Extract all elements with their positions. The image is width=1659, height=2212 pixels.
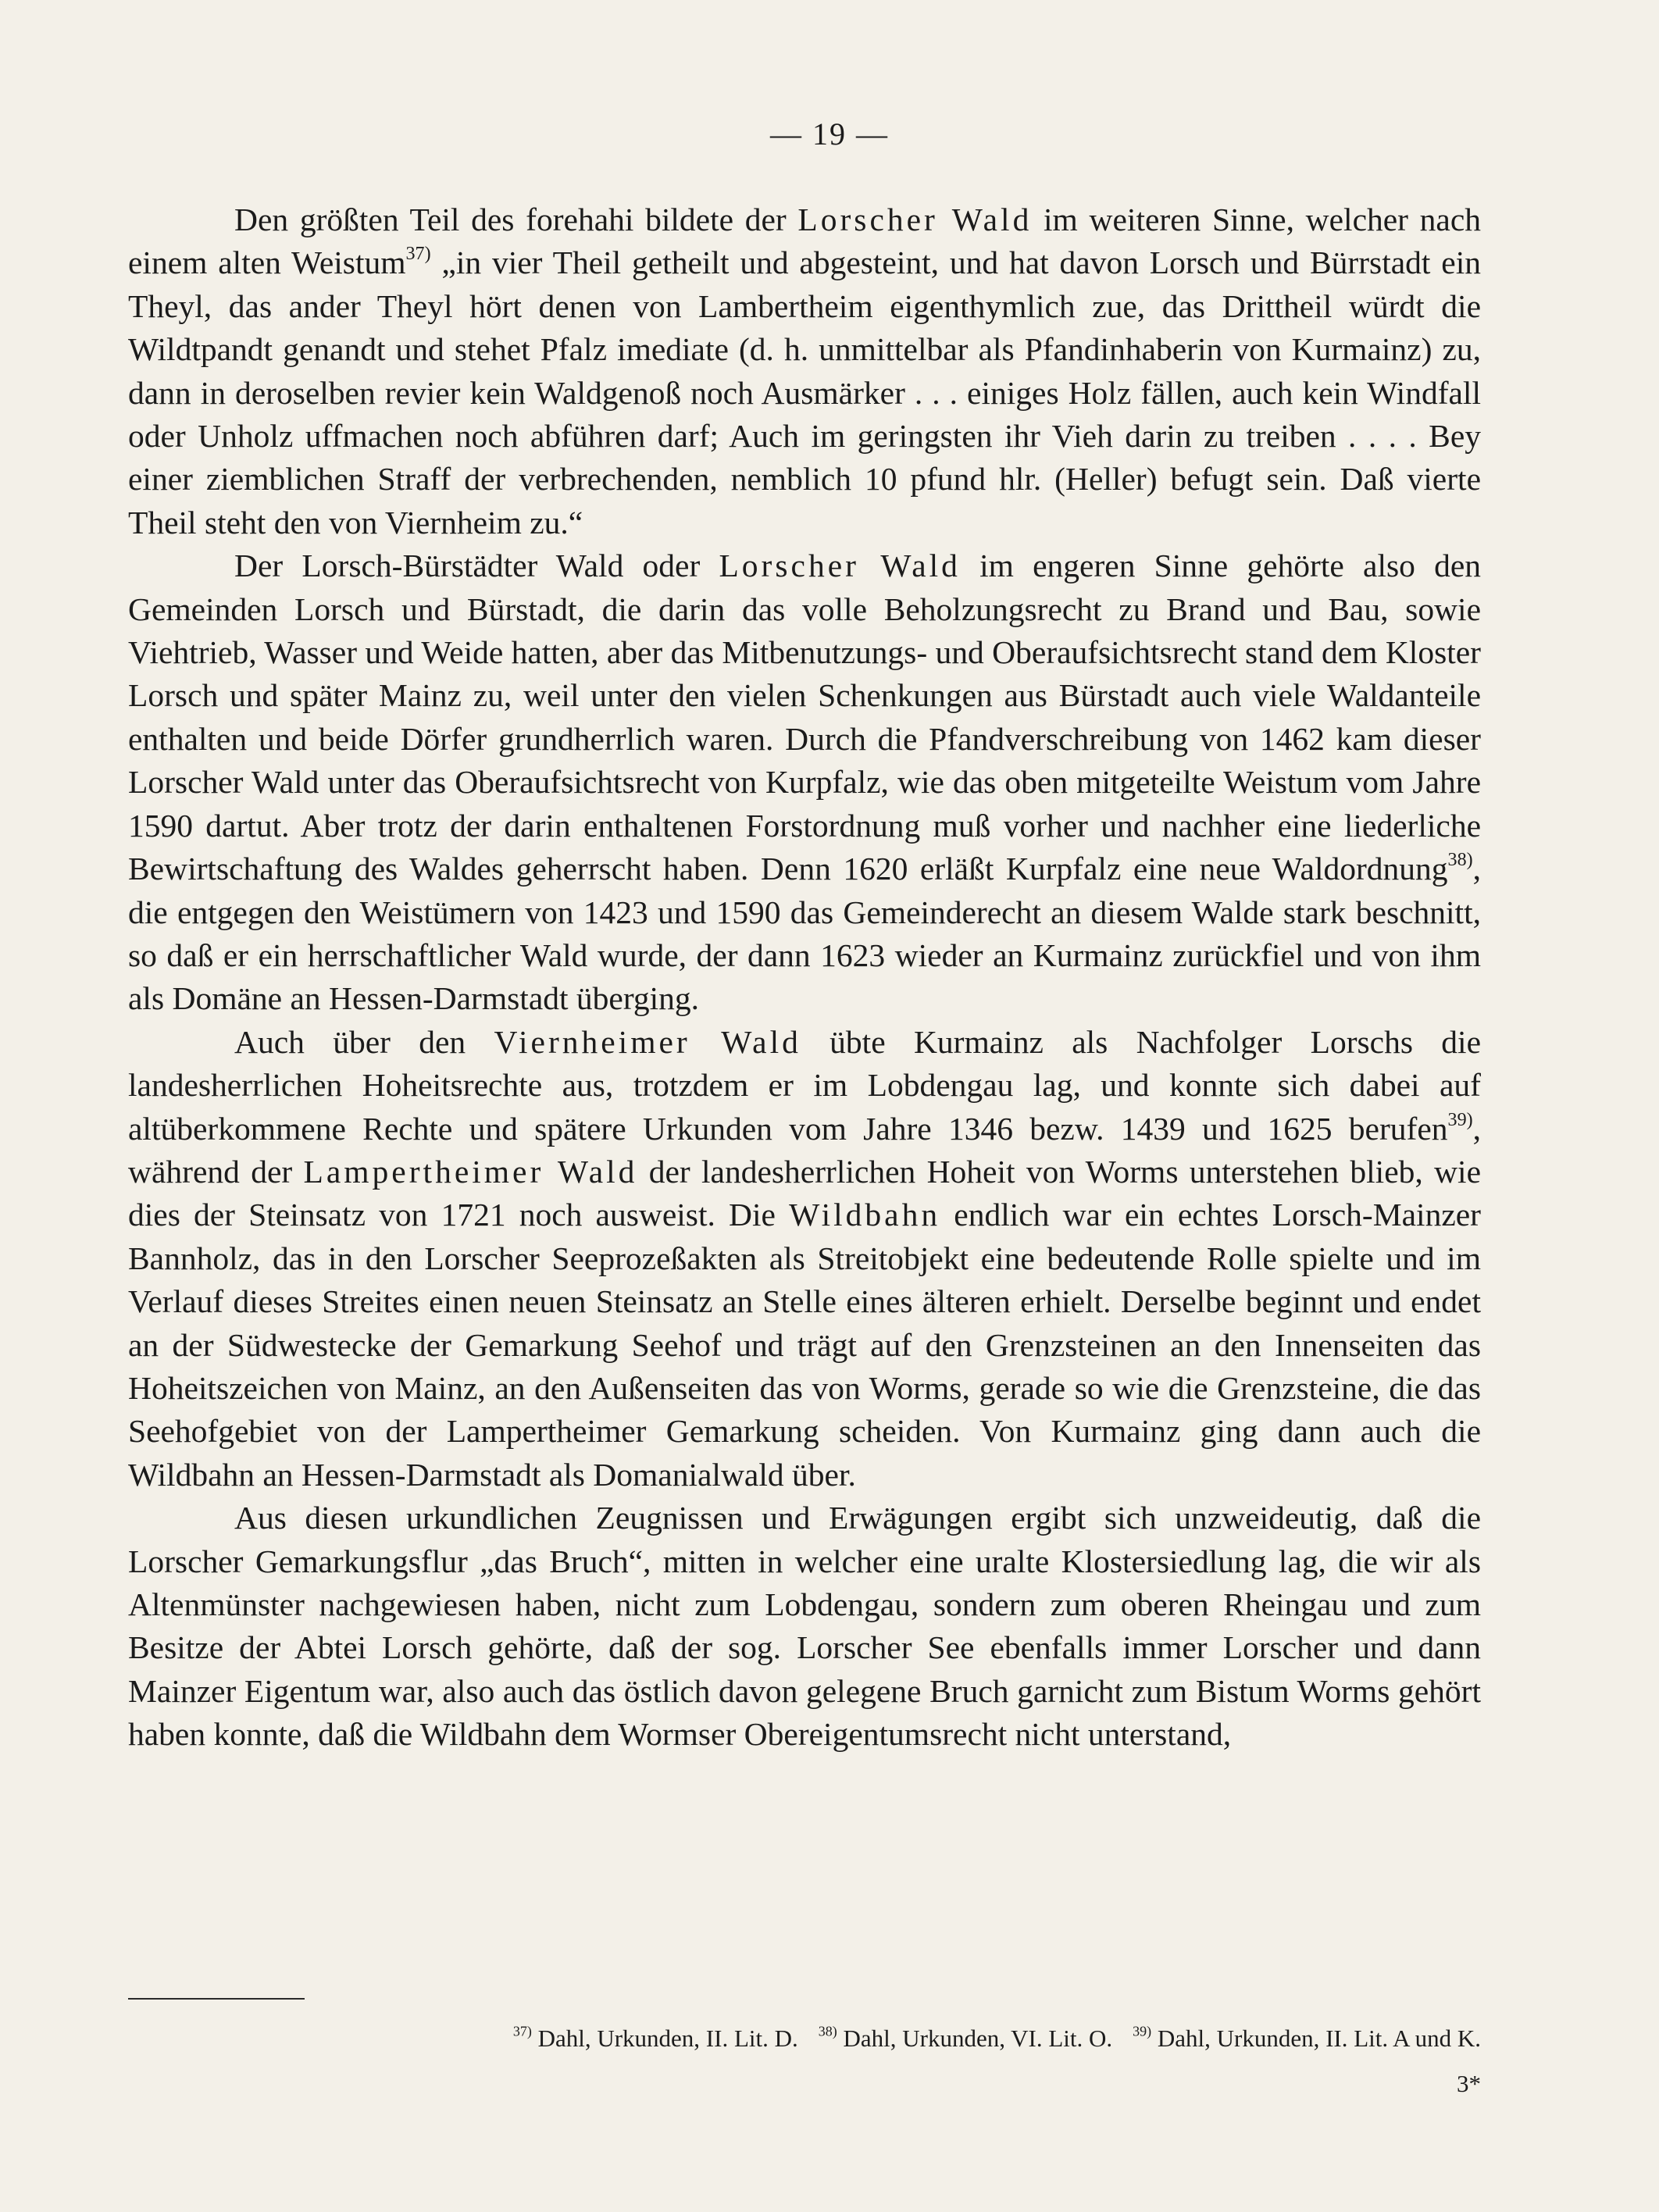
text-run: , die entgegen den Weistümern von 1423 und 1590 das Gemeinderecht an diesem Walde stark beschnitt, so daß er ein herrschaftlicher Wald wurde, der dann 1623 wieder an Kurmainz zurückfiel und von ihm als Domäne an Hessen-Darmstadt überging. — [128, 851, 1481, 1017]
text-run: Auch über den — [234, 1023, 494, 1060]
spaced-emphasis: Lorscher Wald — [719, 548, 961, 584]
printer-signature-mark: 3* — [1457, 2070, 1481, 2097]
paragraph — [128, 1021, 1481, 1497]
text-run: endlich war ein echtes Lorsch-Mainzer Bannholz, das in den Lorscher Seeprozeßakten als Streitobjekt eine bedeutende Rolle spielte und im Verlauf dieses Streites einen neuen Steinsatz an Stelle eines älteren erhielt. Derselbe beginnt und endet an der Südwestecke der Gemarkung Seehof und trägt auf den Grenzsteinen an den Innenseiten das Hoheitszeichen von Mainz, an den Außenseiten das von Worms, gerade so wie die Grenzsteine, die das Seehofgebiet von der Lampertheimer Gemarkung scheiden. Von Kurmainz ging dann auch die Wildbahn an Hessen-Darmstadt als Domanialwald über. — [128, 1197, 1481, 1493]
spaced-emphasis: Wildbahn — [789, 1197, 941, 1233]
footnote-rule — [128, 1998, 305, 2000]
footnotes — [128, 2023, 1481, 2054]
text-run: „in vier Theil getheilt und abgesteint, und hat davon Lorsch und Bürrstadt ein Theyl, das ander Theyl hört denen von Lambertheim eigenthymlich zue, das Drittheil würdt die Wildtpandt genandt und stehet Pfalz imediate (d. h. unmittelbar als Pfandinhaberin von Kurmainz) zu, dann in deroselben revier kein Waldgenoß noch Ausmärker . . . einiges Holz fällen, auch kein Windfall oder Unholz uffmachen noch abführen darf; Auch im geringsten ihr Vieh darin zu treiben . . . . Bey einer ziemblichen Straff der verbrechenden, nemblich 10 pfund hlr. (Heller) befugt sein. Daß vierte Theil steht den von Viernheim zu.“ — [128, 244, 1481, 541]
footnote-text: Dahl, Urkunden, II. Lit. D. — [531, 2025, 798, 2052]
text-run: Den größten Teil des forehahi bildete der — [234, 202, 798, 237]
paragraph — [128, 198, 1481, 544]
text-run: Aus diesen urkundlichen Zeugnissen und Erwägungen ergibt sich unzweideutig, daß die Lorscher Gemarkungsflur „das Bruch“, mitten in welcher eine uralte Klostersiedlung lag, die wir als Altenmünster nachgewiesen haben, nicht zum Lobdengau, sondern zum oberen Rheingau und zum Besitze der Abtei Lorsch gehörte, daß der sog. Lorscher See ebenfalls immer Lorscher und dann Mainzer Eigentum war, also auch das östlich davon gelegene Bruch garnicht zum Bistum Worms gehört haben konnte, daß die Wildbahn dem Wormser Obereigentumsrecht nicht unterstand, — [128, 1500, 1481, 1753]
footnote-reference: 38) — [1447, 850, 1473, 871]
paragraph — [128, 544, 1481, 1020]
footnote-text: Dahl, Urkunden, VI. Lit. O. — [837, 2025, 1113, 2052]
footnote-text: Dahl, Urkunden, II. Lit. A und K. — [1151, 2025, 1481, 2052]
footnote — [513, 2025, 798, 2052]
body-text — [128, 198, 1481, 1757]
text-run: Der Lorsch-Bürstädter Wald oder — [234, 548, 719, 584]
text-run: im engeren Sinne gehörte also den Gemeinden Lorsch und Bürstadt, die darin das volle Beholzungsrecht zu Brand und Bau, sowie Viehtrieb, Wasser und Weide hatten, aber das Mitbenutzungs- und Oberaufsichtsrecht stand dem Kloster Lorsch und später Mainz zu, weil unter den vielen Schenkungen aus Bürstadt auch viele Waldanteile enthalten und beide Dörfer grundherrlich waren. Durch die Pfandverschreibung von 1462 kam dieser Lorscher Wald unter das Oberaufsichtsrecht von Kurpfalz, wie das oben mitgeteilte Weistum vom Jahre 1590 dartut. Aber trotz der darin enthaltenen Forstordnung muß vorher und nachher eine liederliche Bewirtschaftung des Waldes geherrscht haben. Denn 1620 erläßt Kurpfalz eine neue Waldordnung — [128, 548, 1481, 887]
spaced-emphasis: Lorscher Wald — [797, 202, 1033, 237]
footnote — [1133, 2025, 1481, 2052]
page-number: — 19 — — [770, 116, 889, 152]
paragraph — [128, 1497, 1481, 1756]
spaced-emphasis: Viernheimer Wald — [494, 1023, 801, 1060]
footnote-reference: 39) — [1447, 1109, 1473, 1130]
text-run: im weiteren Sinne, welcher nach einem alten Weistum — [128, 202, 1481, 281]
text-run: , während der — [128, 1110, 1481, 1190]
text-run: übte Kurmainz als Nachfolger Lorschs die landesherrlichen Hoheitsrechte aus, trotzdem er im Lobdengau lag, und konnte sich dabei auf altüberkommene Rechte und spätere Urkunden vom Jahre 1346 bezw. 1439 und 1625 berufen — [128, 1023, 1481, 1147]
footnote — [819, 2025, 1112, 2052]
text-run: der landesherrlichen Hoheit von Worms unterstehen blieb, wie dies der Steinsatz von 1721 noch ausweist. Die — [128, 1153, 1481, 1233]
footnote-reference: 37) — [405, 244, 431, 265]
footnote-mark: 37) — [512, 2023, 532, 2039]
spaced-emphasis: Lampertheimer Wald — [303, 1153, 638, 1190]
footnote-mark: 38) — [818, 2023, 837, 2039]
footnote-mark: 39) — [1133, 2023, 1152, 2039]
